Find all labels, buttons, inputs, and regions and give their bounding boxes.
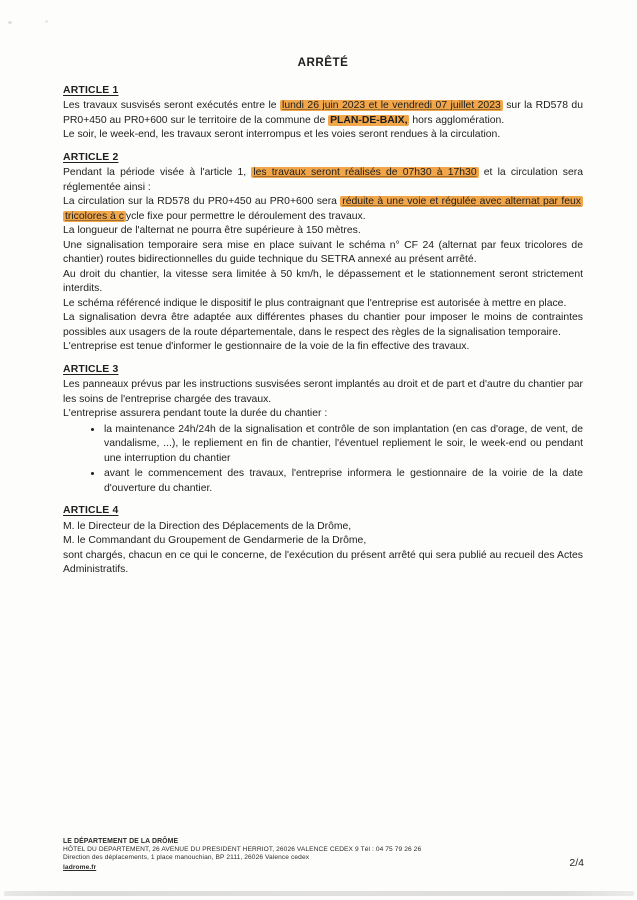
article-1 <box>63 84 583 143</box>
text-run: Pendant la période visée à l'article 1, <box>63 167 252 178</box>
highlight-traffic-restriction: réduite à une voie et régulée avec alternat par feux tricolores à c <box>65 196 581 222</box>
article-2-heading: ARTICLE 2 <box>63 151 119 163</box>
document-footer <box>63 838 463 872</box>
article-2-paragraph-2 <box>63 195 583 224</box>
text-run: sur la RD578 du PR0+450 au PR0+600 sur le territoire de la commune de <box>63 100 583 126</box>
scan-edge-shadow <box>4 891 634 896</box>
article-2-paragraph-1 <box>63 166 583 195</box>
highlight-work-dates: lundi 26 juin 2023 et le vendredi 07 juillet 2023 <box>282 100 501 111</box>
article-2-paragraph-7: La signalisation devra être adaptée aux différentes phases du chantier pour imposer le moins de contraintes possibles aux usagers de la route départementale, dans le respect des règles de la signalisation temporaire. <box>63 312 583 338</box>
footer-website-link: ladrome.fr <box>63 863 97 871</box>
page-number: 2/4 <box>569 857 584 869</box>
text-run: hors agglomération. <box>409 114 505 126</box>
text-run: La circulation sur la RD578 du PR0+450 au PR0+600 sera <box>63 196 341 207</box>
article-2-paragraph-6: Le schéma référencé indique le dispositif le plus contraignant que l'entreprise est autorisée à mettre en place. <box>63 297 567 309</box>
bullet-item: • avant le commencement des travaux, l'entreprise informera le gestionnaire de la voirie de la date d'ouverture du chantier. <box>103 466 583 496</box>
article-3-paragraph-2: L'entreprise assurera pendant toute la durée du chantier : <box>63 408 328 419</box>
footer-department-name: LE DÉPARTEMENT DE LA DRÔME <box>63 838 179 845</box>
article-4-heading: ARTICLE 4 <box>63 505 119 516</box>
article-1-paragraph-2: Le soir, le week-end, les travaux seront interrompus et les voies seront rendues à la circulation. <box>63 129 501 140</box>
footer-address-line-1: HÔTEL DU DEPARTEMENT, 26 AVENUE DU PRESIDENT HERRIOT, 26026 VALENCE CEDEX 9 Tél : 04 75 79 26 26 <box>63 846 422 854</box>
highlight-work-hours: les travaux seront réalisés de 07h30 à 17h30 <box>253 167 477 178</box>
article-2 <box>63 151 583 355</box>
document-title: ARRÊTÉ <box>297 56 349 69</box>
highlight-commune-name: PLAN-DE-BAIX, <box>330 114 408 126</box>
scan-speck <box>8 21 12 24</box>
article-3-bullet-list <box>63 422 583 497</box>
article-4 <box>63 504 583 578</box>
article-3-paragraph-1: Les panneaux prévus par les instructions susvisées seront implantés au droit et de part et d'autre du chantier par les soins de l'entreprise chargée des travaux. <box>63 379 583 405</box>
article-2-paragraph-4: Une signalisation temporaire sera mise en place suivant le schéma n° CF 24 (alternat par feux tricolores de chantier) routes bidirectionnelles du guide technique du SETRA annexé au présent arrêté. <box>63 239 583 265</box>
scan-speck <box>45 20 48 23</box>
article-3-heading: ARTICLE 3 <box>63 363 119 375</box>
text-run: ycle fixe pour permettre le déroulement des travaux. <box>125 210 366 222</box>
article-3 <box>63 363 583 497</box>
text-run: et la circulation sera réglementée ainsi : <box>63 167 583 193</box>
article-4-paragraph-2: M. le Commandant du Groupement de Gendarmerie de la Drôme, <box>63 535 367 546</box>
footer-address-line-2: Direction des déplacements, 1 place manouchian, BP 2111, 26026 Valence cedex <box>63 854 310 862</box>
bullet-item: • la maintenance 24h/24h de la signalisation et contrôle de son implantation (en cas d'orage, de vent, de vandalisme, ...), le repliement en fin de chantier, l'éventuel repliement le soir, le week-end ou pendant une interruption du chantier <box>103 422 583 467</box>
document-body <box>63 56 583 586</box>
article-1-paragraph-1 <box>63 99 583 128</box>
article-1-heading: ARTICLE 1 <box>63 84 119 96</box>
text-run: Les travaux susvisés seront exécutés entre le <box>63 100 281 111</box>
article-4-paragraph-1: M. le Directeur de la Direction des Déplacements de la Drôme, <box>63 520 352 532</box>
article-2-paragraph-5: Au droit du chantier, la vitesse sera limitée à 50 km/h, le dépassement et le stationnement seront strictement interdits. <box>63 268 583 294</box>
article-2-paragraph-3: La longueur de l'alternat ne pourra être supérieure à 150 mètres. <box>63 225 361 236</box>
article-2-paragraph-8: L'entreprise est tenue d'informer le gestionnaire de la voie de la fin effective des travaux. <box>63 341 470 352</box>
article-4-paragraph-3: sont chargés, chacun en ce qui le concerne, de l'exécution du présent arrêté qui sera publié au recueil des Actes Administratifs. <box>63 549 583 575</box>
